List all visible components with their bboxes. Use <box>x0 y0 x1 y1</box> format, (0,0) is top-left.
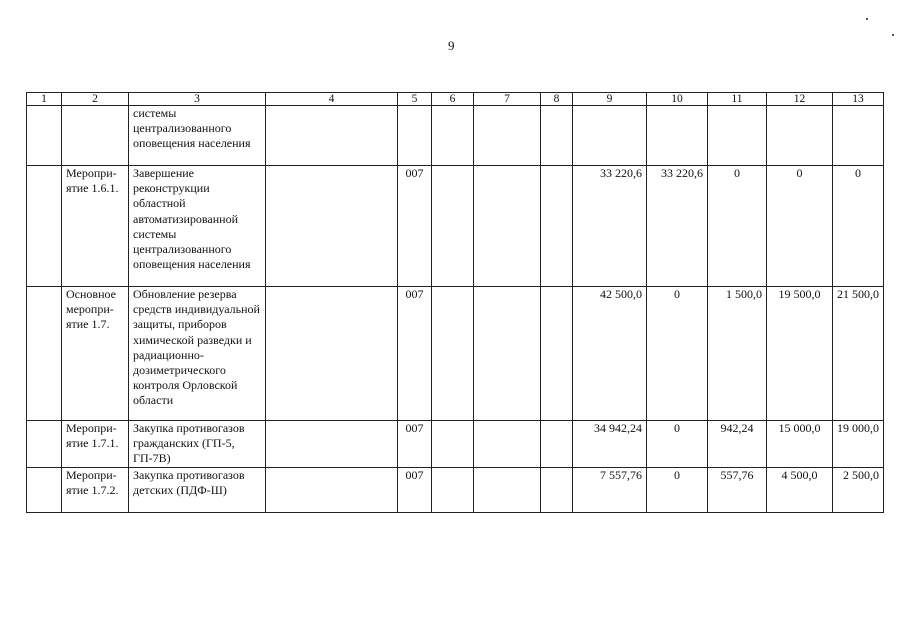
cell-col-4 <box>266 467 398 512</box>
cell-col-11 <box>708 106 767 166</box>
cell-event-code: Меропри-ятие 1.6.1. <box>62 166 129 287</box>
table-row <box>27 421 884 468</box>
header-col-11: 11 <box>708 93 767 106</box>
cell-col-7 <box>474 421 541 468</box>
cell-event-code <box>62 106 129 166</box>
table-row <box>27 467 884 512</box>
header-col-1: 1 <box>27 93 62 106</box>
header-col-3: 3 <box>129 93 266 106</box>
cell-col-5: 007 <box>398 421 432 468</box>
cell-event-code: Основное меропри-ятие 1.7. <box>62 287 129 421</box>
cell-col-9: 33 220,6 <box>573 166 647 287</box>
cell-event-name: Закупка противогазов гражданских (ГП-5, ГП-7В) <box>129 421 266 468</box>
cell-col-4 <box>266 287 398 421</box>
header-col-5: 5 <box>398 93 432 106</box>
cell-col-4 <box>266 166 398 287</box>
cell-col-10: 0 <box>647 287 708 421</box>
cell-col-13: 19 000,0 <box>833 421 884 468</box>
cell-col-1 <box>27 287 62 421</box>
table-row <box>27 106 884 166</box>
cell-col-5: 007 <box>398 287 432 421</box>
table-row <box>27 287 884 421</box>
cell-col-7 <box>474 106 541 166</box>
cell-col-8 <box>541 166 573 287</box>
cell-col-12: 0 <box>767 166 833 287</box>
cell-col-10 <box>647 106 708 166</box>
cell-col-8 <box>541 287 573 421</box>
scan-speck <box>866 18 868 20</box>
cell-col-6 <box>432 287 474 421</box>
cell-col-1 <box>27 467 62 512</box>
cell-event-name: Обновление резерва средств индивидуальной защиты, приборов химической разведки и радиационно-дозиметрического контроля Орловской области <box>129 287 266 421</box>
cell-col-12 <box>767 106 833 166</box>
cell-col-12: 19 500,0 <box>767 287 833 421</box>
cell-col-7 <box>474 166 541 287</box>
cell-col-1 <box>27 106 62 166</box>
cell-event-name: системы централизованного оповещения населения <box>129 106 266 166</box>
cell-col-6 <box>432 166 474 287</box>
header-col-12: 12 <box>767 93 833 106</box>
cell-event-code: Меропри-ятие 1.7.1. <box>62 421 129 468</box>
cell-col-7 <box>474 287 541 421</box>
page-number: 9 <box>448 38 455 53</box>
header-col-7: 7 <box>474 93 541 106</box>
cell-col-11: 0 <box>708 166 767 287</box>
header-col-10: 10 <box>647 93 708 106</box>
cell-col-12: 4 500,0 <box>767 467 833 512</box>
cell-col-6 <box>432 106 474 166</box>
cell-col-12: 15 000,0 <box>767 421 833 468</box>
cell-col-10: 0 <box>647 467 708 512</box>
cell-col-9 <box>573 106 647 166</box>
cell-col-13 <box>833 106 884 166</box>
cell-col-10: 0 <box>647 421 708 468</box>
cell-col-5: 007 <box>398 467 432 512</box>
cell-col-4 <box>266 106 398 166</box>
cell-col-1 <box>27 421 62 468</box>
cell-col-10: 33 220,6 <box>647 166 708 287</box>
header-col-6: 6 <box>432 93 474 106</box>
cell-col-13: 21 500,0 <box>833 287 884 421</box>
cell-col-8 <box>541 106 573 166</box>
header-col-2: 2 <box>62 93 129 106</box>
header-col-9: 9 <box>573 93 647 106</box>
cell-col-1 <box>27 166 62 287</box>
cell-col-4 <box>266 421 398 468</box>
cell-col-7 <box>474 467 541 512</box>
cell-col-5 <box>398 106 432 166</box>
cell-col-9: 42 500,0 <box>573 287 647 421</box>
cell-event-name: Завершение реконструкции областной автоматизированной системы централизованного оповещения населения <box>129 166 266 287</box>
budget-table <box>26 92 884 513</box>
cell-col-6 <box>432 467 474 512</box>
cell-col-8 <box>541 467 573 512</box>
cell-col-9: 7 557,76 <box>573 467 647 512</box>
header-col-8: 8 <box>541 93 573 106</box>
cell-col-8 <box>541 421 573 468</box>
cell-event-name: Закупка противогазов детских (ПДФ-Ш) <box>129 467 266 512</box>
table-row <box>27 166 884 287</box>
cell-col-11: 557,76 <box>708 467 767 512</box>
header-col-4: 4 <box>266 93 398 106</box>
cell-col-13: 0 <box>833 166 884 287</box>
scan-speck <box>892 34 894 36</box>
cell-col-5: 007 <box>398 166 432 287</box>
cell-event-code: Меропри-ятие 1.7.2. <box>62 467 129 512</box>
cell-col-11: 1 500,0 <box>708 287 767 421</box>
header-col-13: 13 <box>833 93 884 106</box>
column-numbers-row <box>27 93 884 106</box>
cell-col-9: 34 942,24 <box>573 421 647 468</box>
cell-col-11: 942,24 <box>708 421 767 468</box>
cell-col-13: 2 500,0 <box>833 467 884 512</box>
cell-col-6 <box>432 421 474 468</box>
